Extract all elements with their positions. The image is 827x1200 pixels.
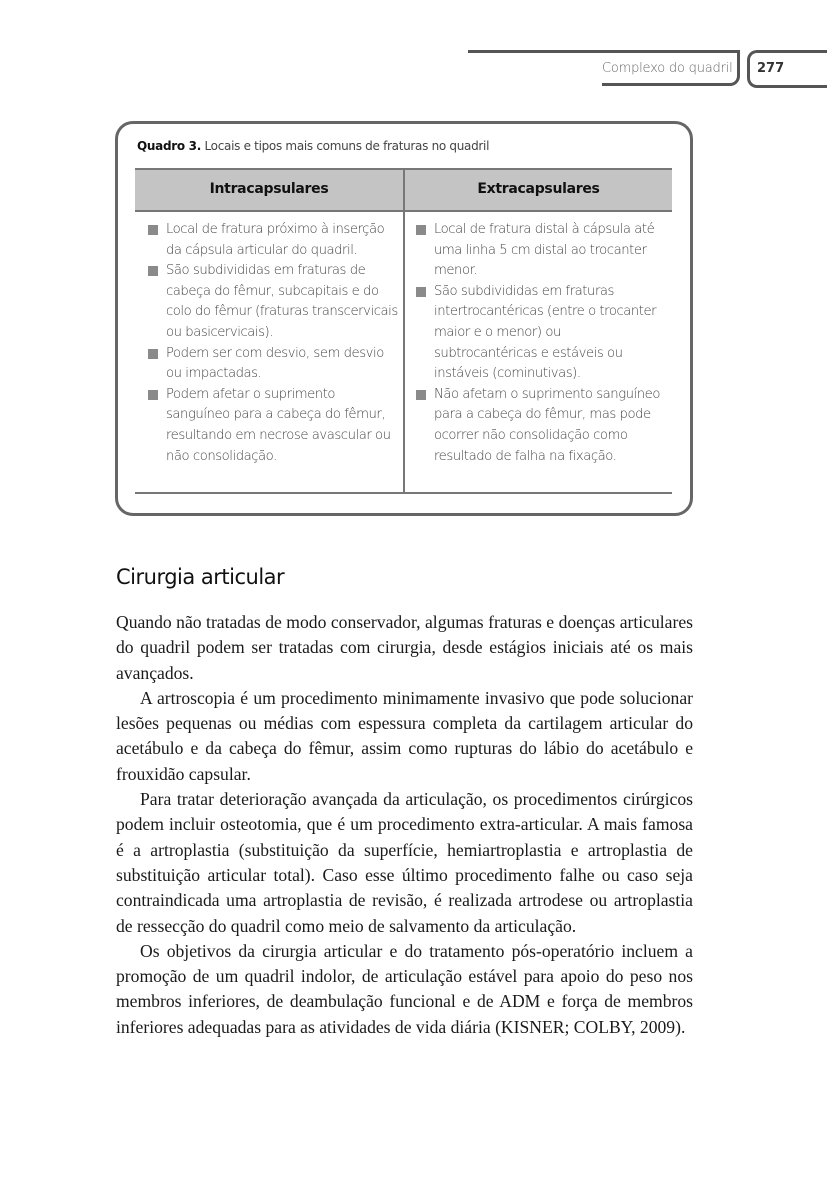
section-heading: Cirurgia articular	[116, 565, 285, 589]
square-bullet-icon	[416, 225, 426, 235]
paragraph: Quando não tratadas de modo conservador, algumas fraturas e doenças articulares do quadril podem ser tratadas com cirurgia, desde estágios iniciais até os mais avançados.	[116, 612, 693, 683]
list-item: São subdivididas em fraturas de cabeça do fêmur, subcapitais e do colo do fêmur (fraturas transcervicais ou basicervicais).	[147, 261, 399, 343]
square-bullet-icon	[148, 225, 158, 235]
square-bullet-icon	[416, 390, 426, 400]
list-item: Não afetam o suprimento sanguíneo para a cabeça do fêmur, mas pode ocorrer não consolidação como resultado de falha na fixação.	[415, 385, 663, 467]
list-item: Podem ser com desvio, sem desvio ou impactadas.	[147, 344, 399, 385]
body-text	[116, 610, 693, 1040]
square-bullet-icon	[148, 349, 158, 359]
square-bullet-icon	[148, 266, 158, 276]
list-item: Local de fratura próximo à inserção da cápsula articular do quadril.	[147, 220, 399, 261]
paragraph: Para tratar deterioração avançada da articulação, os procedimentos cirúrgicos podem incluir osteotomia, que é um procedimento extra-articular. A mais famosa é a artroplastia (substituição da superfície, hemiartroplastia e artroplastia de substituição articular total). Caso esse último procedimento falhe ou caso seja contraindicada uma artroplastia de revisão, é realizada artrodese ou artroplastia de ressecção do quadril como meio de salvamento da articulação.	[116, 789, 693, 936]
extracapsular-column	[415, 220, 663, 467]
square-bullet-icon	[416, 287, 426, 297]
caption-label: Quadro 3.	[137, 139, 201, 153]
intracapsular-column	[147, 220, 399, 467]
column-heading-intracapsular: Intracapsulares	[209, 181, 329, 197]
quadro-caption	[137, 139, 489, 153]
list-item: Podem afetar o suprimento sanguíneo para a cabeça do fêmur, resultando em necrose avascular ou não consolidação.	[147, 385, 399, 467]
caption-text: Locais e tipos mais comuns de fraturas no quadril	[200, 139, 490, 153]
fracture-table	[135, 168, 672, 494]
extracapsular-list	[415, 220, 663, 467]
list-item: Local de fratura distal à cápsula até uma linha 5 cm distal ao trocanter menor.	[415, 220, 663, 282]
paragraph: A artroscopia é um procedimento minimamente invasivo que pode solucionar lesões pequenas ou médias com espessura completa da cartilagem articular do acetábulo e da cabeça do fêmur, assim como rupturas do lábio do acetábulo e frouxidão capsular.	[116, 687, 693, 784]
list-item: São subdivididas em fraturas intertrocantéricas (entre o trocanter maior e o menor) ou subtrocantéricas e estáveis ou instáveis (cominutivas).	[415, 282, 663, 385]
table-bottom-rule	[135, 492, 672, 494]
running-header-title: Complexo do quadril	[602, 61, 733, 76]
column-divider	[403, 168, 405, 494]
square-bullet-icon	[148, 390, 158, 400]
paragraph: Os objetivos da cirurgia articular e do tratamento pós-operatório incluem a promoção de um quadril indolor, de articulação estável para apoio do peso nos membros inferiores, de deambulação funcional e de ADM e força de membros inferiores adequadas para as atividades de vida diária (KISNER; COLBY, 2009).	[116, 940, 693, 1037]
intracapsular-list	[147, 220, 399, 467]
column-heading-extracapsular: Extracapsulares	[477, 181, 600, 197]
page-number: 277	[757, 61, 785, 76]
